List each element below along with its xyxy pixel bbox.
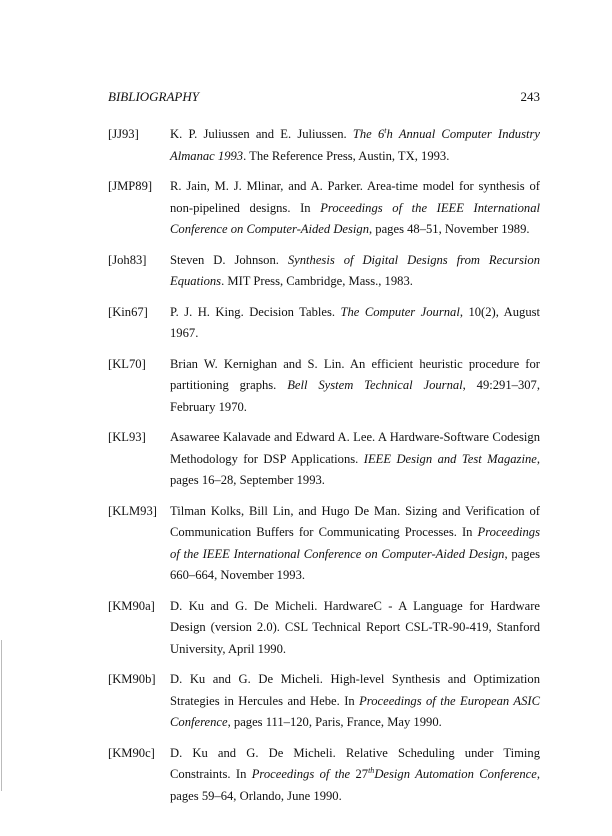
bib-entry bbox=[108, 176, 540, 241]
scan-edge-line bbox=[1, 640, 2, 791]
page-number: 243 bbox=[520, 89, 540, 104]
citation-key: [KM90c] bbox=[108, 745, 155, 760]
italic-segment: IEEE Design and Test Magazine bbox=[363, 451, 537, 466]
text-segment: , 10(2), August 1967. bbox=[170, 304, 541, 340]
italic-segment: Proceedings of the IEEE International Conference on Computer-Aided Design bbox=[170, 200, 540, 236]
text-segment: , 49:291–307, February 1970. bbox=[170, 378, 540, 414]
italic-segment: Proceedings of the IEEE International Conference on Computer-Aided Design bbox=[170, 525, 540, 561]
bib-entry bbox=[108, 501, 540, 587]
citation-key: [KM90b] bbox=[108, 672, 156, 686]
text-segment: , pages 660–664, November 1993. bbox=[170, 546, 540, 582]
italic-segment: Proceedings of the bbox=[251, 767, 351, 781]
bib-entry bbox=[108, 250, 540, 293]
bibliography-list bbox=[108, 124, 540, 836]
citation-text bbox=[170, 743, 540, 808]
text-segment: . The Reference Press, Austin, TX, 1993. bbox=[243, 148, 450, 163]
italic-segment: The Computer Journal bbox=[340, 304, 460, 319]
bib-entry bbox=[108, 427, 540, 492]
citation-text bbox=[170, 669, 540, 734]
bib-entry bbox=[108, 596, 540, 661]
italic-segment: t bbox=[384, 125, 387, 135]
citation-text bbox=[170, 596, 540, 661]
text-segment: , pages 111–120, Paris, France, May 1990. bbox=[227, 715, 442, 729]
citation-key: [Kin67] bbox=[108, 304, 148, 319]
text-segment: Tilman Kolks, Bill Lin, and Hugo De Man. Sizing and Verification of Communication Buffers for Communicating Processes. In bbox=[170, 503, 540, 539]
text-segment: D. Ku and G. De Micheli. Relative Scheduling under Timing Constraints. In bbox=[170, 745, 540, 781]
citation-key: [KL93] bbox=[108, 430, 146, 444]
citation-key: [KL70] bbox=[108, 356, 146, 371]
text-segment: P. J. H. King. Decision Tables. bbox=[170, 304, 341, 319]
italic-segment: Design Automation Conference bbox=[374, 767, 537, 781]
bib-entry bbox=[108, 669, 540, 734]
italic-segment: Proceedings of the European ASIC Conference bbox=[170, 693, 540, 729]
citation-text bbox=[170, 124, 540, 167]
citation-key: [KM90a] bbox=[108, 598, 155, 613]
text-segment: R. Jain, M. J. Mlinar, and A. Parker. Area-time model for synthesis of non-pipelined designs. In bbox=[170, 179, 540, 215]
citation-key: [JMP89] bbox=[108, 179, 153, 193]
text-segment: , pages 16–28, September 1993. bbox=[170, 451, 540, 487]
citation-text bbox=[170, 176, 540, 241]
italic-segment: Synthesis of Digital Designs from Recursion Equations bbox=[170, 252, 541, 288]
italic-segment: h Annual Computer Industry Almanac 1993 bbox=[170, 127, 540, 163]
bib-entry bbox=[108, 302, 540, 345]
italic-segment: The 6 bbox=[352, 127, 385, 141]
citation-text bbox=[170, 250, 540, 293]
citation-key: [JJ93] bbox=[108, 127, 139, 141]
citation-key: [Joh83] bbox=[108, 252, 147, 267]
text-segment: , pages 48–51, November 1989. bbox=[369, 222, 530, 236]
citation-text bbox=[170, 302, 540, 345]
citation-text bbox=[170, 354, 540, 419]
text-segment: D. Ku and G. De Micheli. High-level Synthesis and Optimization Strategies in Hercules and Hebe. In bbox=[170, 672, 540, 708]
italic-segment: th bbox=[368, 765, 375, 775]
citation-text bbox=[170, 427, 540, 492]
citation-key: [KLM93] bbox=[108, 503, 157, 518]
text-segment: . MIT Press, Cambridge, Mass., 1983. bbox=[221, 274, 413, 288]
text-segment: Brian W. Kernighan and S. Lin. An efficient heuristic procedure for partitioning graphs. bbox=[170, 356, 540, 392]
text-segment: Asawaree Kalavade and Edward A. Lee. A Hardware-Software Codesign Methodology for DSP Applications. bbox=[170, 430, 540, 466]
text-segment: Steven D. Johnson. bbox=[170, 252, 288, 267]
bib-entry bbox=[108, 124, 540, 167]
text-segment: 27 bbox=[350, 767, 369, 781]
text-segment: K. P. Juliussen and E. Juliussen. bbox=[170, 127, 353, 141]
italic-segment: Bell System Technical Journal bbox=[287, 378, 463, 392]
text-segment: , pages 59–64, Orlando, June 1990. bbox=[170, 767, 540, 803]
text-segment: D. Ku and G. De Micheli. HardwareC - A Language for Hardware Design (version 2.0). CSL Technical Report CSL-TR-90-419, Stanford University, April 1990. bbox=[170, 598, 540, 656]
bib-entry bbox=[108, 743, 540, 808]
citation-text bbox=[170, 501, 540, 587]
bib-entry bbox=[108, 354, 540, 419]
running-header-title: BIBLIOGRAPHY bbox=[108, 89, 199, 104]
